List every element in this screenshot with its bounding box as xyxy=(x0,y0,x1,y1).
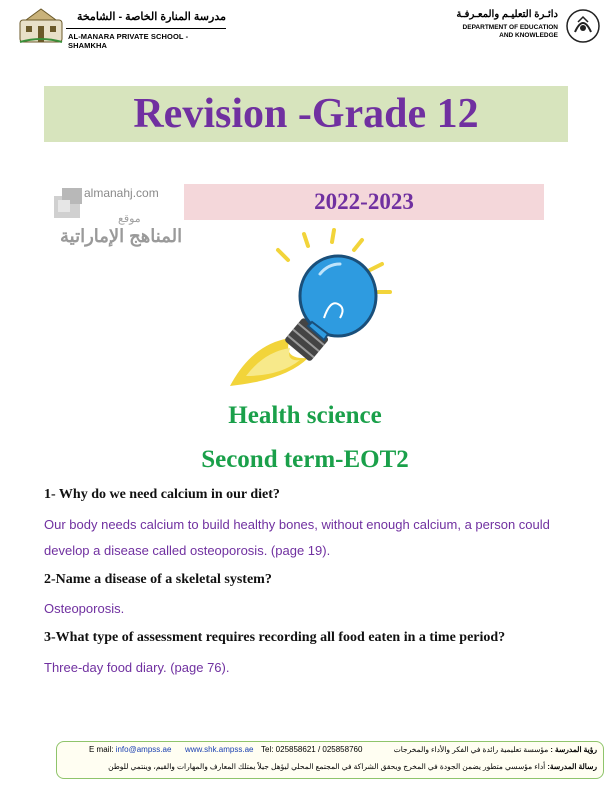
year-banner xyxy=(184,184,544,220)
answer-3: Three-day food diary. (page 76). xyxy=(44,660,230,675)
question-2: 2-Name a disease of a skeletal system? xyxy=(44,572,272,587)
footer-vision xyxy=(394,745,597,754)
watermark-site: almanahj.com xyxy=(84,186,159,200)
question-1: 1- Why do we need calcium in our diet? xyxy=(44,487,280,502)
footer-email-link[interactable]: info@ampss.ae xyxy=(115,745,172,754)
school-name-arabic: مدرسة المنارة الخاصة - الشامخة xyxy=(76,11,226,23)
header-divider xyxy=(66,28,226,29)
answer-1: Our body needs calcium to build healthy bones, without enough calcium, a person could develop a disease called osteoporosis. (page 19). xyxy=(44,517,550,558)
department-emblem-icon xyxy=(564,6,602,46)
school-name-english: AL-MANARA PRIVATE SCHOOL - SHAMKHA xyxy=(68,32,189,50)
footer-mission-label: رسالة المدرسة: xyxy=(547,762,597,771)
footer-box xyxy=(56,741,604,779)
footer-vision-text: مؤسسة تعليمية رائدة في الفكر والأداء والمخرجات xyxy=(393,745,549,754)
footer-email-label: E mail: xyxy=(89,745,114,754)
department-header xyxy=(456,6,602,46)
subject-heading: Health science xyxy=(228,402,382,429)
academic-year: 2022-2023 xyxy=(314,189,414,214)
footer-mission xyxy=(108,762,597,771)
page-title: Revision -Grade 12 xyxy=(133,91,479,137)
footer-vision-label: رؤية المدرسة : xyxy=(550,745,597,754)
department-name-arabic: دائـرة التعليـم والمعـرفـة xyxy=(456,9,558,20)
question-3: 3-What type of assessment requires recording all food eaten in a time period? xyxy=(44,630,506,645)
watermark-arabic-line2: المناهج الإماراتية xyxy=(60,226,183,246)
school-logo-icon xyxy=(18,6,64,46)
footer-website-link[interactable]: www.shk.ampss.ae xyxy=(185,745,254,754)
department-name-english-line2: AND KNOWLEDGE xyxy=(499,32,558,39)
lightbulb-rocket-icon xyxy=(212,226,412,396)
footer-mission-text: أداء مؤسسي متطور يضمن الجودة في المخرج ويحقق الشراكة في المجتمع المحلي ليؤهل جيلاً يمتلك المعارف والمهارات والقيم، وينتمي للوطن xyxy=(108,762,546,771)
answer-2: Osteoporosis. xyxy=(44,601,125,616)
department-name-english-line1: DEPARTMENT OF EDUCATION xyxy=(462,24,558,31)
term-heading: Second term-EOT2 xyxy=(201,446,409,473)
footer-telephone: Tel: 025858621 / 025858760 xyxy=(261,745,363,754)
school-header xyxy=(18,6,226,50)
title-banner xyxy=(44,86,568,142)
footer-email xyxy=(89,745,171,754)
watermark-arabic-line1: موقع xyxy=(118,213,141,225)
